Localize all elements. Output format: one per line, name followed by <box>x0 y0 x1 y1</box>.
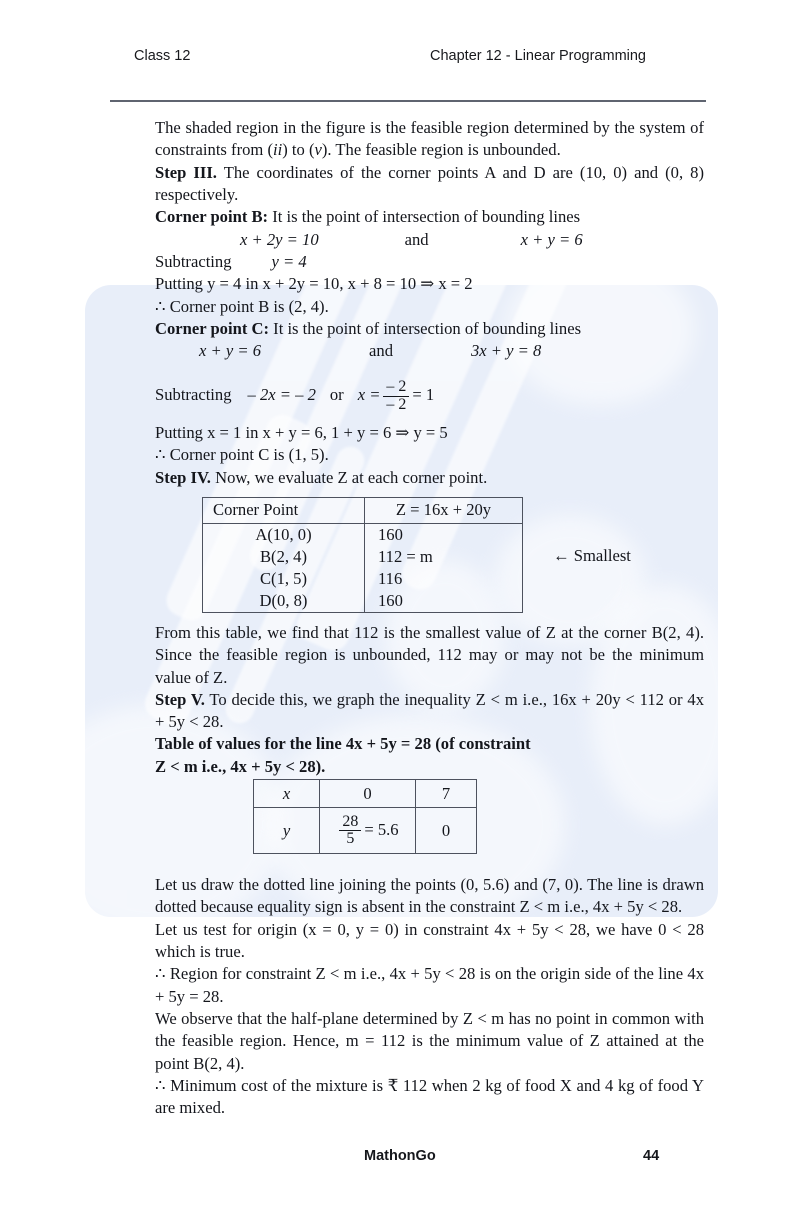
equation-c-1: x + y = 6 <box>199 341 262 361</box>
xy-values-table <box>253 779 477 854</box>
table-row <box>203 524 523 547</box>
paragraph-table-heading-1: Table of values for the line 4x + 5y = 28 (of constraint <box>155 734 531 754</box>
subtracting-b-equation: y = 4 <box>271 251 307 271</box>
table-row <box>254 780 477 808</box>
cell-y-value-2: 0 <box>416 808 477 854</box>
table-row <box>203 568 523 590</box>
paragraph-after-table: From this table, we find that 112 is the smallest value of Z at the corner B(2, 4). Since the feasible region is unbounded, 112 may or may not be the minimum value of Z. <box>155 622 704 687</box>
fraction-denominator: – 2 <box>383 396 409 413</box>
subtracting-c-equation: – 2x = – 2 <box>247 385 316 405</box>
table-row <box>254 808 477 854</box>
equation-c-and: and <box>369 341 393 361</box>
cell-y-value-1 <box>320 808 416 854</box>
content-column <box>155 117 704 1120</box>
step-5-text: To decide this, we graph the inequality Z < m i.e., 16x + 20y < 112 or 4x + 5y < 28. <box>155 689 704 732</box>
paragraph-step-5 <box>155 689 704 734</box>
paragraph-result-c: ∴ Corner point C is (1, 5). <box>155 445 329 465</box>
equation-b-1: x + 2y = 10 <box>240 229 319 249</box>
paragraph-putting-c: Putting x = 1 in x + y = 6, 1 + y = 6 ⇒ y = 5 <box>155 422 448 442</box>
equation-b-and: and <box>404 229 429 249</box>
corner-c-label: Corner point C: <box>155 318 270 338</box>
equation-row-b <box>155 229 704 251</box>
paragraph-intro: The shaded region in the figure is the feasible region determined by the system of constraints from (ii) to (v). The feasible region is unbounded. <box>155 118 704 160</box>
corner-b-label: Corner point B: <box>155 207 269 227</box>
corner-c-text: It is the point of intersection of bounding lines <box>269 318 582 338</box>
fraction-numerator: – 2 <box>386 378 407 396</box>
footer-brand: MathonGo <box>364 1148 436 1164</box>
equation-b-2: x + y = 6 <box>520 229 583 249</box>
cell-z-value: 112 = m <box>365 546 523 568</box>
paragraph-table-heading-2: Z < m i.e., 4x + 5y < 28). <box>155 756 326 776</box>
fraction-twentyeight-over-five <box>339 814 361 848</box>
subtracting-b-label: Subtracting <box>155 251 232 271</box>
step-4-label: Step IV. <box>155 467 211 487</box>
step-3-label: Step III. <box>155 162 217 182</box>
subtracting-c-or: or <box>329 385 344 405</box>
paragraph-region: ∴ Region for constraint Z < m i.e., 4x + 5y < 28 is on the origin side of the line 4x + 5y = 28. <box>155 964 704 1006</box>
cell-corner-point: A(10, 0) <box>203 524 365 547</box>
paragraph-step-4 <box>155 467 704 489</box>
subtracting-c-result: = 1 <box>412 385 435 405</box>
cell-corner-point: C(1, 5) <box>203 568 365 590</box>
paragraph-step-3 <box>155 162 704 207</box>
paragraph-corner-c-heading <box>155 318 704 340</box>
step-5-label: Step V. <box>155 689 205 709</box>
cell-z-value: 116 <box>365 568 523 590</box>
cell-y-label: y <box>254 808 320 854</box>
paragraph-putting-b: Putting y = 4 in x + 2y = 10, x + 8 = 10 ⇒ x = 2 <box>155 274 473 294</box>
subtracting-c-x: x = <box>357 385 381 405</box>
cell-corner-point: D(0, 8) <box>203 590 365 613</box>
equation-row-c <box>155 340 704 362</box>
paragraph-observation: We observe that the half-plane determined by Z < m has no point in common with the feasible region. Hence, m = 112 is the minimum value of Z attained at the point B(2, 4). <box>155 1008 704 1073</box>
column-header-z-value: Z = 16x + 20y <box>365 498 523 524</box>
smallest-annotation: ← Smallest <box>553 546 631 565</box>
page-header <box>0 48 800 76</box>
column-header-corner-point: Corner Point <box>203 498 365 524</box>
fraction-denominator: 5 <box>339 830 361 847</box>
corner-b-text: It is the point of intersection of bounding lines <box>268 207 581 227</box>
fraction-result: = 5.6 <box>364 819 399 839</box>
table-header-row <box>203 498 523 524</box>
footer-page-number: 44 <box>643 1148 660 1164</box>
page-footer <box>0 1148 800 1172</box>
paragraph-minimum-cost: ∴ Minimum cost of the mixture is ₹ 112 when 2 kg of food X and 4 kg of food Y are mixed. <box>155 1075 704 1118</box>
cell-z-value: 160 <box>365 590 523 613</box>
paragraph-corner-b-heading <box>155 206 704 228</box>
subtracting-c-label: Subtracting <box>155 385 232 405</box>
table-row <box>203 590 523 613</box>
equation-c-2: 3x + y = 8 <box>471 341 542 361</box>
header-chapter-label: Chapter 12 - Linear Programming <box>430 48 646 64</box>
cell-x-value-1: 0 <box>320 780 416 808</box>
paragraph-dotted-line: Let us draw the dotted line joining the points (0, 5.6) and (7, 0). The line is drawn dotted because equality sign is absent in the constraint Z < m i.e., 4x + 5y < 28. <box>155 875 704 917</box>
paragraph-subtracting-c <box>155 379 704 413</box>
subtracting-row-b <box>155 251 704 273</box>
cell-corner-point: B(2, 4) <box>203 546 365 568</box>
cell-x-label: x <box>254 780 320 808</box>
cell-z-value: 160 <box>365 524 523 547</box>
cell-x-value-2: 7 <box>416 780 477 808</box>
header-class-label: Class 12 <box>134 48 191 64</box>
paragraph-result-b: ∴ Corner point B is (2, 4). <box>155 296 329 316</box>
corner-point-table <box>202 497 523 613</box>
paragraph-origin-test: Let us test for origin (x = 0, y = 0) in constraint 4x + 5y < 28, we have 0 < 28 which is true. <box>155 919 704 961</box>
table-row <box>203 546 523 568</box>
step-4-text: Now, we evaluate Z at each corner point. <box>210 467 488 487</box>
header-divider <box>110 100 706 102</box>
fraction-minus-two-over-minus-two <box>383 379 409 413</box>
fraction-numerator: 28 <box>342 812 359 830</box>
corner-point-table-container <box>202 497 523 613</box>
xy-values-table-container <box>253 779 477 854</box>
step-3-text: The coordinates of the corner points A and D are (10, 0) and (0, 8) respectively. <box>155 162 704 204</box>
